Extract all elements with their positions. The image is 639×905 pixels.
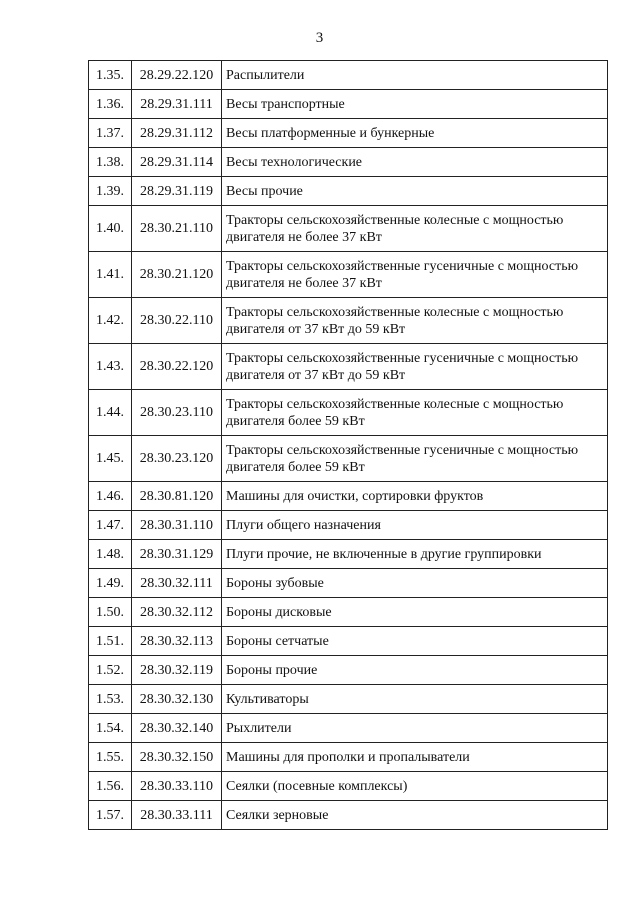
row-code: 28.30.23.110 (132, 390, 222, 436)
row-code: 28.30.32.119 (132, 656, 222, 685)
row-number: 1.47. (89, 511, 132, 540)
row-number: 1.55. (89, 743, 132, 772)
table-row (89, 390, 608, 436)
row-name: Бороны зубовые (222, 569, 608, 598)
row-name: Рыхлители (222, 714, 608, 743)
row-number: 1.39. (89, 177, 132, 206)
row-name: Плуги общего назначения (222, 511, 608, 540)
row-number: 1.53. (89, 685, 132, 714)
row-name: Тракторы сельскохозяйственные колесные с мощностью двигателя от 37 кВт до 59 кВт (222, 298, 608, 344)
row-name: Распылители (222, 61, 608, 90)
row-name: Машины для прополки и пропалыватели (222, 743, 608, 772)
row-code: 28.30.32.140 (132, 714, 222, 743)
row-number: 1.49. (89, 569, 132, 598)
table-row (89, 61, 608, 90)
row-code: 28.30.32.150 (132, 743, 222, 772)
row-name: Сеялки (посевные комплексы) (222, 772, 608, 801)
row-name: Весы прочие (222, 177, 608, 206)
row-number: 1.51. (89, 627, 132, 656)
table-row (89, 298, 608, 344)
row-name: Тракторы сельскохозяйственные гусеничные с мощностью двигателя от 37 кВт до 59 кВт (222, 344, 608, 390)
row-number: 1.36. (89, 90, 132, 119)
table-row (89, 119, 608, 148)
row-number: 1.50. (89, 598, 132, 627)
row-code: 28.30.21.120 (132, 252, 222, 298)
row-code: 28.29.31.112 (132, 119, 222, 148)
table-row (89, 772, 608, 801)
table-row (89, 714, 608, 743)
table-row (89, 252, 608, 298)
row-name: Плуги прочие, не включенные в другие группировки (222, 540, 608, 569)
table-row (89, 685, 608, 714)
table-row (89, 177, 608, 206)
row-code: 28.29.31.119 (132, 177, 222, 206)
row-number: 1.45. (89, 436, 132, 482)
table-row (89, 598, 608, 627)
row-name: Тракторы сельскохозяйственные колесные с мощностью двигателя более 59 кВт (222, 390, 608, 436)
row-name: Весы технологические (222, 148, 608, 177)
row-name: Бороны дисковые (222, 598, 608, 627)
row-number: 1.46. (89, 482, 132, 511)
row-code: 28.30.32.111 (132, 569, 222, 598)
table-body (89, 61, 608, 830)
row-name: Весы транспортные (222, 90, 608, 119)
row-code: 28.30.32.113 (132, 627, 222, 656)
row-name: Тракторы сельскохозяйственные колесные с мощностью двигателя не более 37 кВт (222, 206, 608, 252)
table-row (89, 511, 608, 540)
row-number: 1.52. (89, 656, 132, 685)
row-code: 28.30.33.111 (132, 801, 222, 830)
row-code: 28.29.31.111 (132, 90, 222, 119)
row-name: Тракторы сельскохозяйственные гусеничные с мощностью двигателя не более 37 кВт (222, 252, 608, 298)
row-number: 1.43. (89, 344, 132, 390)
row-number: 1.37. (89, 119, 132, 148)
row-number: 1.44. (89, 390, 132, 436)
row-number: 1.38. (89, 148, 132, 177)
table-row (89, 436, 608, 482)
table-row (89, 540, 608, 569)
row-number: 1.40. (89, 206, 132, 252)
row-code: 28.30.22.120 (132, 344, 222, 390)
table-row (89, 627, 608, 656)
row-code: 28.30.23.120 (132, 436, 222, 482)
row-number: 1.35. (89, 61, 132, 90)
page-number: 3 (315, 30, 324, 46)
products-table (88, 60, 608, 830)
row-code: 28.30.32.112 (132, 598, 222, 627)
row-number: 1.42. (89, 298, 132, 344)
table-row (89, 743, 608, 772)
row-number: 1.48. (89, 540, 132, 569)
row-name: Бороны сетчатые (222, 627, 608, 656)
row-code: 28.30.31.129 (132, 540, 222, 569)
row-name: Машины для очистки, сортировки фруктов (222, 482, 608, 511)
table-row (89, 656, 608, 685)
row-number: 1.41. (89, 252, 132, 298)
row-name: Тракторы сельскохозяйственные гусеничные с мощностью двигателя более 59 кВт (222, 436, 608, 482)
row-code: 28.30.33.110 (132, 772, 222, 801)
table-row (89, 482, 608, 511)
table-row (89, 801, 608, 830)
row-code: 28.30.21.110 (132, 206, 222, 252)
row-number: 1.54. (89, 714, 132, 743)
row-code: 28.29.31.114 (132, 148, 222, 177)
table-row (89, 344, 608, 390)
row-code: 28.30.22.110 (132, 298, 222, 344)
row-name: Весы платформенные и бункерные (222, 119, 608, 148)
row-code: 28.29.22.120 (132, 61, 222, 90)
row-name: Бороны прочие (222, 656, 608, 685)
row-number: 1.56. (89, 772, 132, 801)
row-name: Сеялки зерновые (222, 801, 608, 830)
table-row (89, 569, 608, 598)
row-code: 28.30.81.120 (132, 482, 222, 511)
row-number: 1.57. (89, 801, 132, 830)
table-row (89, 90, 608, 119)
table-row (89, 148, 608, 177)
row-code: 28.30.32.130 (132, 685, 222, 714)
table-row (89, 206, 608, 252)
row-code: 28.30.31.110 (132, 511, 222, 540)
row-name: Культиваторы (222, 685, 608, 714)
